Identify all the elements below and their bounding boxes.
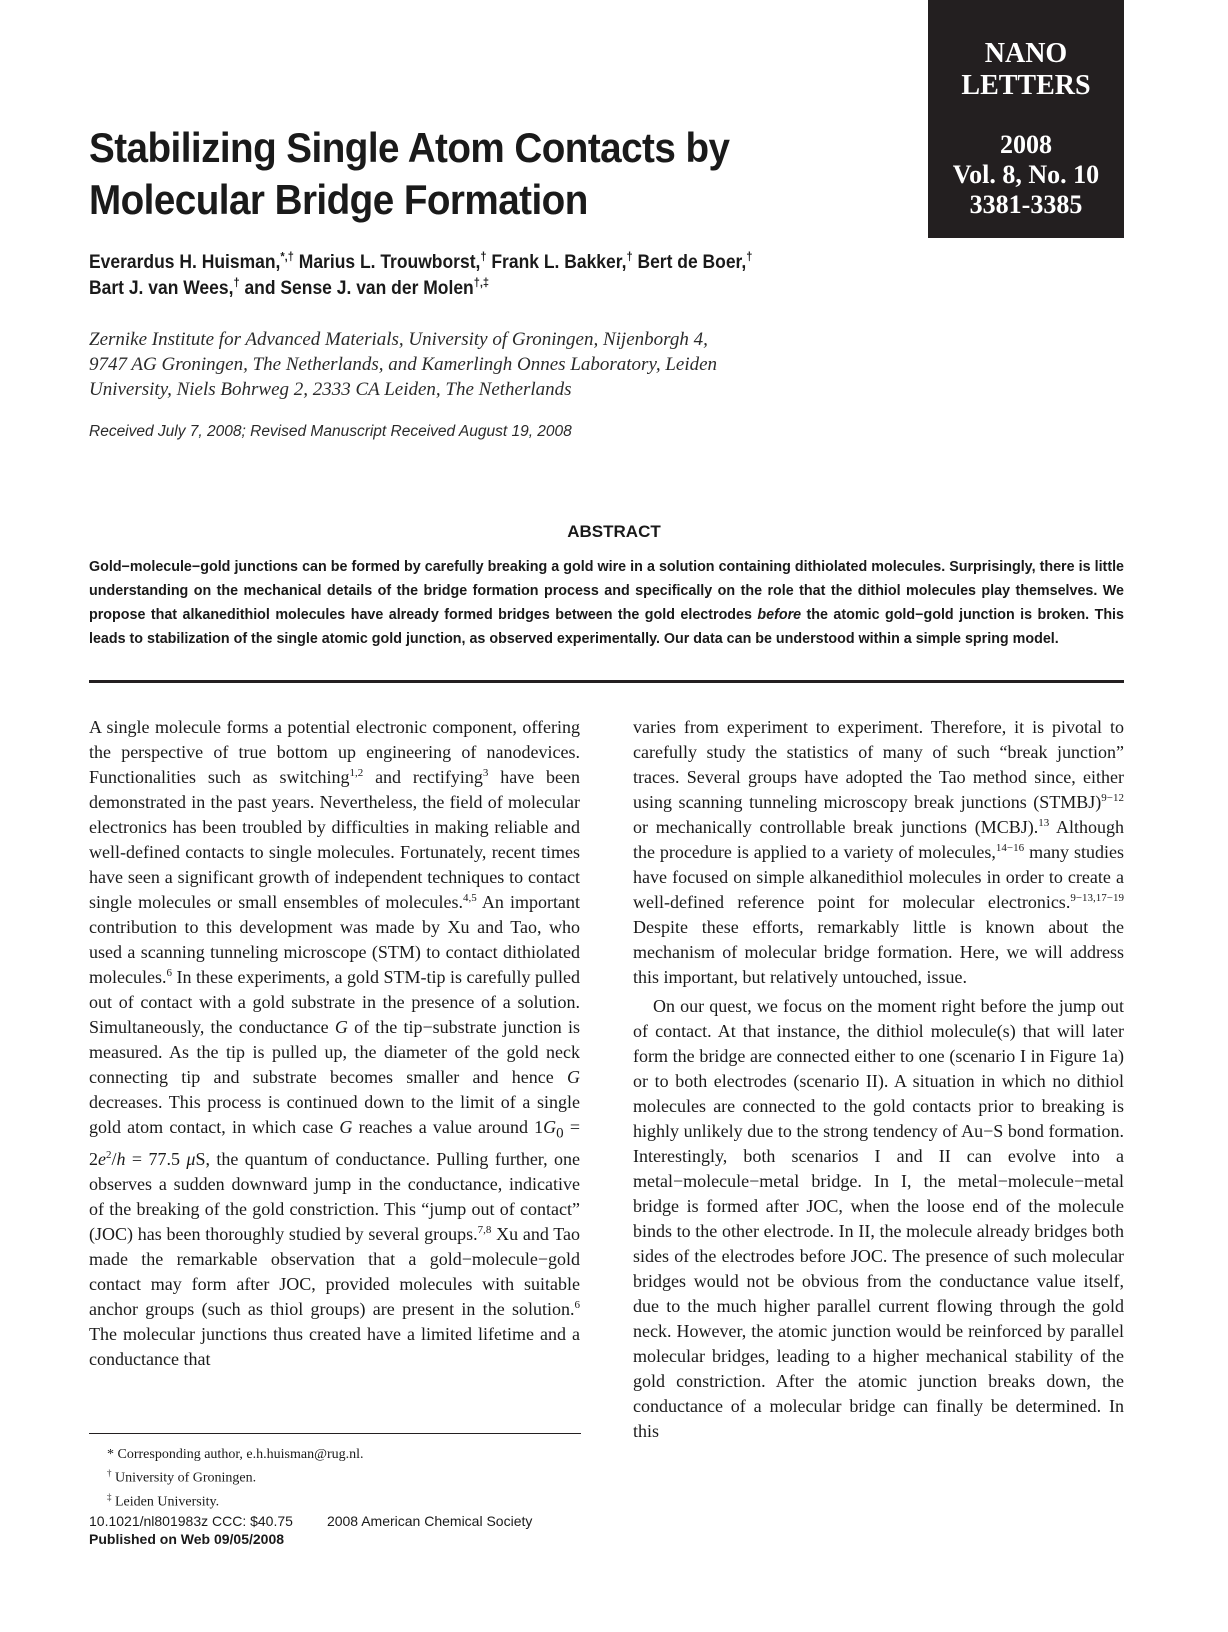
body-text: An important contribution to this development was made by Xu and Tao, who used a scanning tunneling microscope (STM) to contact dithiolated molecules. (89, 892, 580, 987)
math-variable: G (334, 1017, 348, 1037)
author-affiliation-mark: † (233, 275, 240, 290)
article-title (89, 122, 807, 226)
affiliation (89, 327, 849, 402)
body-text: Despite these efforts, remarkably little is known about the mechanism of molecular bridge formation. Here, we will address this important, but relatively untouched, issue. (633, 917, 1124, 987)
citation: 3 (482, 767, 489, 779)
author-name: Bart J. van Wees, (89, 278, 234, 299)
body-paragraph (633, 715, 1124, 990)
affiliation-line: University, Niels Bohrweg 2, 2333 CA Leiden, The Netherlands (89, 379, 572, 400)
math-subscript: 0 (556, 1125, 564, 1142)
author-name: Frank L. Bakker, (486, 252, 627, 273)
abstract-text-part: Gold−molecule−gold junctions can be formed by carefully breaking a gold wire in a solution containing dithiolated molecules. Surprisingly, there is little understanding on the mechanical details of the bridge formation process and specifically on the role that the dithiol molecules play themselves. We propose that alkanedithiol molecules have already formed bridges between the gold electrodes (89, 559, 1124, 623)
body-text: or mechanically controllable break junctions (MCBJ). (633, 817, 1039, 837)
author-affiliation-mark: *,† (280, 249, 294, 264)
author-affiliation-mark: † (626, 249, 633, 264)
citation: 4,5 (463, 892, 477, 904)
body-text: = 2 (89, 1117, 580, 1169)
journal-name (928, 38, 1124, 102)
journal-issue-info (928, 130, 1124, 220)
author-name: Everardus H. Huisman, (89, 252, 281, 273)
author-affiliation-mark: † (480, 249, 487, 264)
journal-pages: 3381-3385 (969, 190, 1083, 219)
citation: 13 (1038, 817, 1050, 829)
body-text: / (111, 1148, 117, 1169)
body-text: A single molecule forms a potential electronic component, offering the perspective of true bottom up engineering of nanodevices. Functionalities such as switching (89, 717, 580, 787)
citation: 6 (574, 1298, 580, 1311)
abstract-text-part: the atomic gold−gold junction is broken. This leads to stabilization of the single atomic gold junction, as observed experimentally. Our data can be understood within a simple spring model. (89, 607, 1124, 647)
author-affiliation-mark: †,‡ (473, 275, 490, 290)
abstract-emphasis: before (757, 607, 802, 623)
body-text: = 77.5 (125, 1148, 187, 1169)
body-paragraph: On our quest, we focus on the moment right before the jump out of contact. At that instance, the dithiol molecule(s) that will later form the bridge are connected either to one (scenario I in Figure 1a) or to both electrodes (scenario II). A situation in which no dithiol molecules are connected to the gold contacts prior to breaking is highly unlikely due to the strong tendency of Au−S bond formation. Interestingly, both scenarios I and II can evolve into a metal−molecule−metal bridge. In I, the metal−molecule−metal bridge is formed after JOC, when the loose end of the molecule binds to the other electrode. In II, the molecule already bridges both sides of the electrodes before JOC. The presence of such molecular bridges would not be obvious from the conductance value itself, due to the much higher parallel current flowing through the gold neck. However, the atomic junction would be reinforced by parallel molecular bridges, leading to a higher mechanical stability of the gold constriction. After the atomic junction breaks down, the conductance of a molecular bridge can finally be determined. In this (633, 996, 1124, 1441)
citation: 6 (166, 967, 172, 979)
article-title-line1: Stabilizing Single Atom Contacts by (89, 124, 730, 171)
citation: 14−16 (995, 842, 1025, 854)
citation: 7,8 (477, 1223, 492, 1236)
journal-badge (928, 0, 1124, 238)
body-text: reaches a value around 1 (352, 1117, 544, 1137)
body-text: decreases. This process is continued down to the limit of a single gold atom contact, in which case (89, 1092, 580, 1137)
doi-line (89, 1512, 689, 1530)
publisher: 2008 American Chemical Society (326, 1513, 533, 1529)
author-name: Bert de Boer, (632, 252, 747, 273)
affiliation-line: 9747 AG Groningen, The Netherlands, and Kamerlingh Onnes Laboratory, Leiden (89, 354, 718, 375)
math-superscript: 2 (106, 1148, 112, 1161)
citation: 9−13,17−19 (1070, 892, 1124, 904)
math-variable: e (98, 1148, 106, 1169)
body-text: S, the quantum of conductance. Pulling further, one observes a sudden downward jump in the conductance, indicative of the breaking of the gold constriction. This “jump out of contact” (JOC) has been thoroughly studied by several groups. (89, 1148, 580, 1244)
math-variable: G (339, 1117, 353, 1137)
footnote-mark: ‡ (107, 1491, 112, 1502)
journal-volume: Vol. 8, No. 10 (952, 160, 1100, 189)
footnote-mark: * (107, 1447, 114, 1462)
body-paragraph (89, 715, 580, 1372)
journal-name-line2: LETTERS (961, 70, 1091, 101)
author-list (89, 250, 843, 302)
math-variable: μ (186, 1148, 196, 1169)
math-variable: G (543, 1117, 557, 1137)
footnote (107, 1446, 577, 1464)
body-text: The molecular junctions thus created have a limited lifetime and a conductance that (89, 1323, 580, 1369)
footnote-text: Corresponding author, e.h.huisman@rug.nl. (114, 1447, 364, 1462)
footnote (107, 1464, 577, 1488)
citation: 1,2 (349, 767, 364, 779)
body-text: and rectifying (363, 767, 483, 787)
doi: 10.1021/nl801983z CCC: $40.75 (89, 1513, 293, 1529)
body-text: have been demonstrated in the past years. Nevertheless, the field of molecular electronics has been troubled by difficulties in making reliable and well-defined contacts to single molecules. Fortunately, recent times have seen a significant growth of independent techniques to contact single molecules or small ensembles of molecules. (89, 767, 580, 912)
body-text: varies from experiment to experiment. Therefore, it is pivotal to carefully study the statistics of many of such “break junction” traces. Several groups have adopted the Tao method since, either using scanning tunneling microscopy break junctions (STMBJ) (633, 717, 1124, 812)
citation: 9−12 (1101, 792, 1124, 804)
body-text: of the tip−substrate junction is measured. As the tip is pulled up, the diameter of the gold neck connecting tip and substrate becomes smaller and hence (89, 1017, 580, 1087)
published-date: Published on Web 09/05/2008 (89, 1531, 285, 1547)
abstract-text (89, 555, 1124, 651)
body-text: In these experiments, a gold STM-tip is carefully pulled out of contact with a gold substrate in the presence of a solution. Simultaneously, the conductance (89, 967, 580, 1037)
footnote-text: University of Groningen. (111, 1470, 257, 1486)
footnotes (107, 1446, 577, 1511)
abstract-heading: ABSTRACT (567, 522, 661, 541)
journal-year: 2008 (1000, 130, 1052, 159)
journal-name-line1: NANO (984, 38, 1068, 69)
publication-footer (89, 1512, 689, 1548)
footnote (107, 1488, 577, 1512)
body-column-right (633, 715, 1124, 1444)
footnote-text: Leiden University. (111, 1494, 220, 1510)
author-affiliation-mark: † (746, 249, 753, 264)
math-variable: h (116, 1148, 126, 1169)
body-column-left (89, 715, 580, 1372)
body-text: many studies have focused on simple alkanedithiol molecules in order to create a well-defined reference point for molecular electronics. (633, 842, 1124, 912)
body-text: Although the procedure is applied to a variety of molecules, (633, 817, 1124, 862)
received-dates: Received July 7, 2008; Revised Manuscript Received August 19, 2008 (89, 423, 572, 440)
affiliation-line: Zernike Institute for Advanced Materials, University of Groningen, Nijenborgh 4, (89, 329, 708, 350)
body-text: Xu and Tao made the remarkable observation that a gold−molecule−gold contact may form after JOC, provided molecules with suitable anchor groups (such as thiol groups) are present in the solution. (89, 1223, 580, 1319)
math-variable: G (567, 1067, 580, 1087)
footnote-mark: † (107, 1468, 112, 1478)
abstract-divider (89, 680, 1124, 683)
author-name: Marius L. Trouwborst, (293, 252, 481, 273)
article-title-line2: Molecular Bridge Formation (89, 176, 588, 223)
author-name: and Sense J. van der Molen (239, 278, 474, 299)
footnote-divider (89, 1433, 581, 1434)
